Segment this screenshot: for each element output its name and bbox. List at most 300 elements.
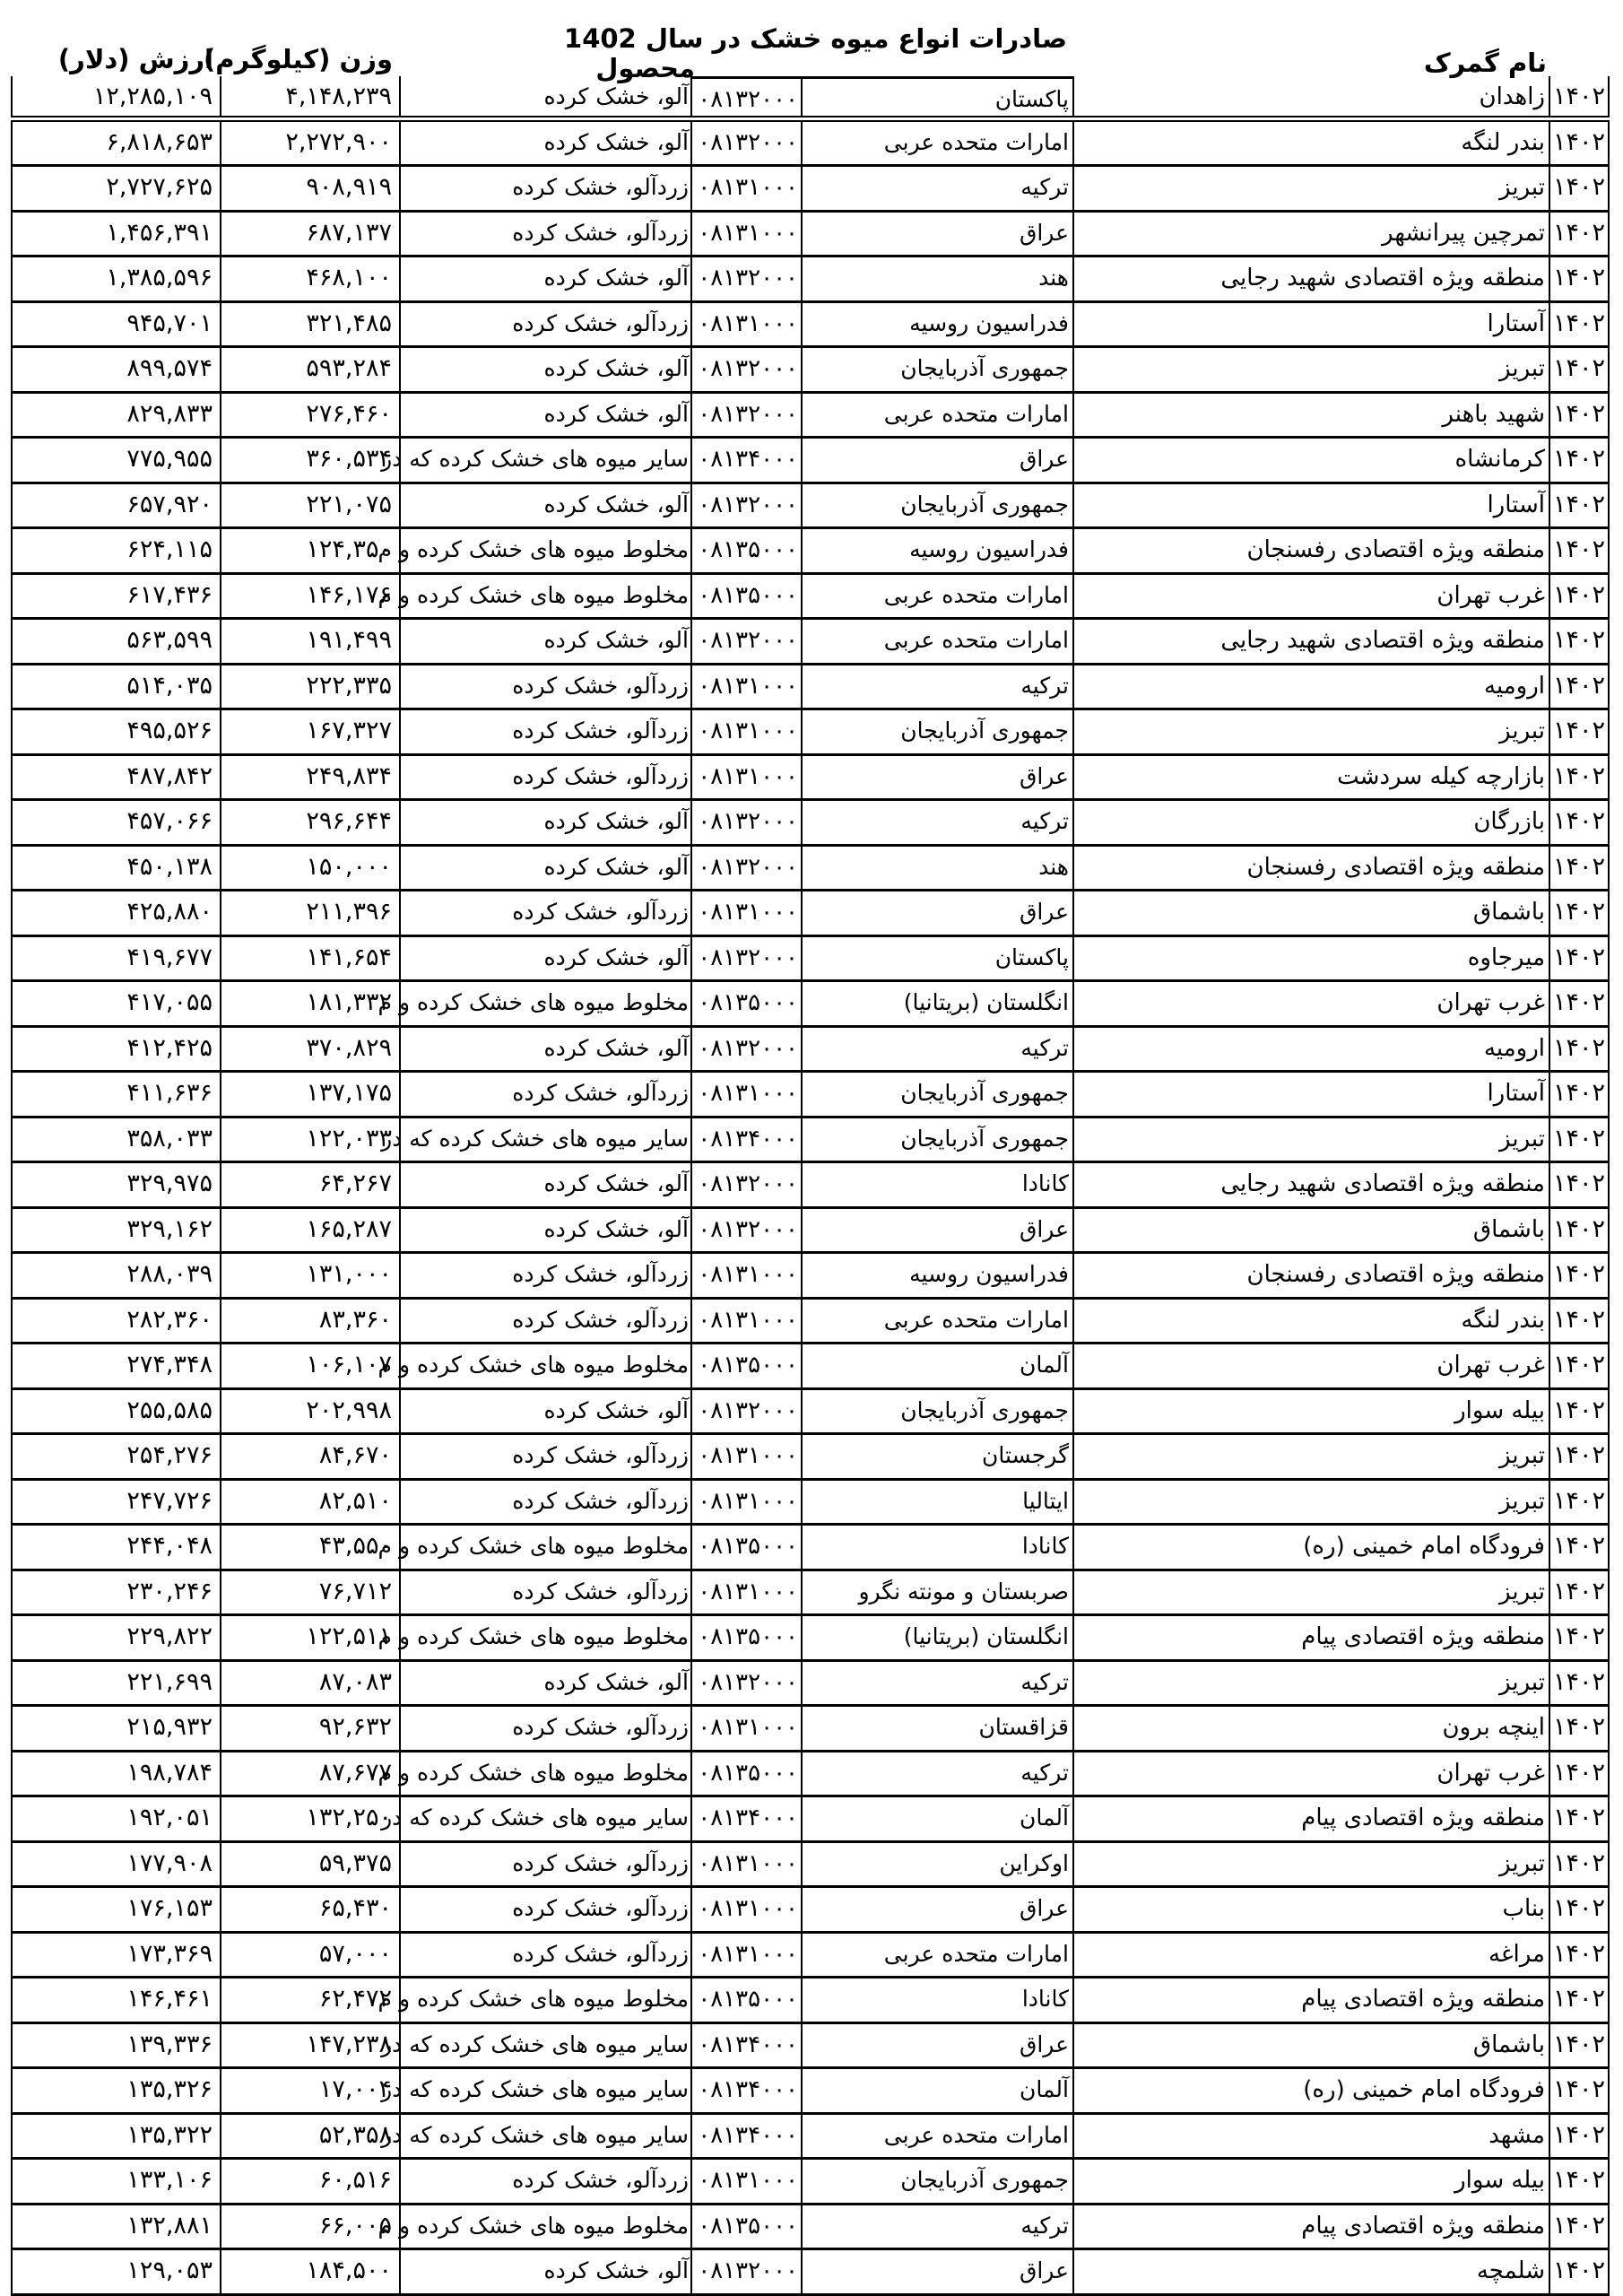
country-cell: امارات متحده عربی <box>801 1934 1072 1977</box>
customs-cell: باشماق <box>1072 1209 1549 1252</box>
hs-code-cell: ۰۸۱۳۲۰۰۰ <box>690 348 801 391</box>
hs-code-cell: ۰۸۱۳۲۰۰۰ <box>690 122 801 165</box>
value-cell: ۲۲۱,۶۹۹ <box>11 1662 220 1705</box>
product-cell: آلو، خشک کرده <box>399 394 690 437</box>
product-cell: سایر میوه های خشک کرده که در <box>399 2024 690 2067</box>
table-row <box>11 1888 1610 1934</box>
year-cell: ۱۴۰۲ <box>1549 1707 1610 1750</box>
year-cell: ۱۴۰۲ <box>1549 1300 1610 1343</box>
table-row <box>11 1843 1610 1889</box>
product-cell: آلو، خشک کرده <box>399 76 690 116</box>
customs-cell: بندر لنگه <box>1072 1300 1549 1343</box>
country-cell: جمهوری آذربایجان <box>801 710 1072 753</box>
customs-cell: کرمانشاه <box>1072 439 1549 482</box>
column-header-customs: نام گمرک <box>1423 48 1547 78</box>
hs-code-cell: ۰۸۱۳۵۰۰۰ <box>690 2205 801 2248</box>
customs-cell: منطقه ویژه اقتصادی رفسنجان <box>1072 847 1549 890</box>
hs-code-cell: ۰۸۱۳۱۰۰۰ <box>690 1843 801 1886</box>
year-cell: ۱۴۰۲ <box>1549 1797 1610 1840</box>
year-cell: ۱۴۰۲ <box>1549 1934 1610 1977</box>
customs-cell: بازارچه کیله سردشت <box>1072 756 1549 799</box>
value-cell: ۱۷۶,۱۵۳ <box>11 1888 220 1931</box>
product-cell: زردآلو، خشک کرده <box>399 1934 690 1977</box>
country-cell: آلمان <box>801 2069 1072 2112</box>
customs-cell: منطقه ویژه اقتصادی پیام <box>1072 1979 1549 2022</box>
value-cell: ۴۱۲,۴۲۵ <box>11 1028 220 1071</box>
product-cell: زردآلو، خشک کرده <box>399 1888 690 1931</box>
country-cell: ترکیه <box>801 1662 1072 1705</box>
year-cell: ۱۴۰۲ <box>1549 1481 1610 1524</box>
table-row <box>11 348 1610 394</box>
customs-cell: بازرگان <box>1072 801 1549 844</box>
product-cell: زردآلو، خشک کرده <box>399 213 690 256</box>
value-cell: ۴۱۹,۶۷۷ <box>11 937 220 980</box>
customs-cell: بیله سوار <box>1072 1390 1549 1433</box>
hs-code-cell: ۰۸۱۳۵۰۰۰ <box>690 1526 801 1569</box>
hs-code-cell: ۰۸۱۳۴۰۰۰ <box>690 2069 801 2112</box>
year-cell: ۱۴۰۲ <box>1549 1616 1610 1659</box>
hs-code-cell: ۰۸۱۳۲۰۰۰ <box>690 257 801 300</box>
table-row <box>11 2205 1610 2251</box>
country-cell: عراق <box>801 2250 1072 2293</box>
year-cell: ۱۴۰۲ <box>1549 710 1610 753</box>
hs-code-cell: ۰۸۱۳۲۰۰۰ <box>690 484 801 527</box>
hs-code-cell: ۰۸۱۳۱۰۰۰ <box>690 1435 801 1478</box>
customs-cell: آستارا <box>1072 303 1549 346</box>
weight-cell: ۶۲,۴۷۲ <box>220 1979 399 2022</box>
hs-code-cell: ۰۸۱۳۲۰۰۰ <box>690 937 801 980</box>
table-row <box>11 439 1610 484</box>
table-body <box>11 76 1610 2296</box>
weight-cell: ۳۲۱,۴۸۵ <box>220 303 399 346</box>
value-cell: ۷۷۵,۹۵۵ <box>11 439 220 482</box>
weight-cell: ۸۳,۳۶۰ <box>220 1300 399 1343</box>
country-cell: انگلستان (بریتانیا) <box>801 982 1072 1025</box>
weight-cell: ۶۴,۲۶۷ <box>220 1163 399 1206</box>
year-cell: ۱۴۰۲ <box>1549 801 1610 844</box>
customs-cell: مشهد <box>1072 2115 1549 2158</box>
country-cell: ترکیه <box>801 1752 1072 1796</box>
customs-cell: باشماق <box>1072 891 1549 935</box>
product-cell: مخلوط میوه های خشک کرده و م <box>399 1526 690 1569</box>
customs-cell: تبریز <box>1072 167 1549 210</box>
hs-code-cell: ۰۸۱۳۱۰۰۰ <box>690 1888 801 1931</box>
hs-code-cell: ۰۸۱۳۴۰۰۰ <box>690 2115 801 2158</box>
year-cell: ۱۴۰۲ <box>1549 1843 1610 1886</box>
country-cell: ترکیه <box>801 2205 1072 2248</box>
table-row <box>11 303 1610 349</box>
country-cell: جمهوری آذربایجان <box>801 484 1072 527</box>
value-cell: ۳۵۸,۰۳۳ <box>11 1118 220 1161</box>
country-cell: ترکیه <box>801 665 1072 709</box>
table-row <box>11 1118 1610 1164</box>
hs-code-cell: ۰۸۱۳۵۰۰۰ <box>690 1616 801 1659</box>
weight-cell: ۵۹۳,۲۸۴ <box>220 348 399 391</box>
value-cell: ۱۳۲,۸۸۱ <box>11 2205 220 2248</box>
year-cell: ۱۴۰۲ <box>1549 1254 1610 1297</box>
country-cell: گرجستان <box>801 1435 1072 1478</box>
country-cell: آلمان <box>801 1344 1072 1387</box>
weight-cell: ۱۴۷,۲۳۸ <box>220 2024 399 2067</box>
weight-cell: ۱۸۴,۵۰۰ <box>220 2250 399 2293</box>
weight-cell: ۹۲,۶۳۲ <box>220 1707 399 1750</box>
customs-cell: فرودگاه امام خمینی (ره) <box>1072 1526 1549 1569</box>
weight-cell: ۶۸۷,۱۳۷ <box>220 213 399 256</box>
product-cell: زردآلو، خشک کرده <box>399 756 690 799</box>
product-cell: زردآلو، خشک کرده <box>399 891 690 935</box>
country-cell: عراق <box>801 1209 1072 1252</box>
table-row <box>11 484 1610 530</box>
value-cell: ۲۷۴,۳۴۸ <box>11 1344 220 1387</box>
weight-cell: ۶۵,۴۳۰ <box>220 1888 399 1931</box>
column-header-weight: وزن (کیلوگرم) <box>204 44 393 74</box>
product-cell: آلو، خشک کرده <box>399 1163 690 1206</box>
table-row <box>11 665 1610 711</box>
table-row <box>11 2250 1610 2296</box>
hs-code-cell: ۰۸۱۳۲۰۰۰ <box>690 76 801 116</box>
table-row <box>11 2115 1610 2161</box>
year-cell: ۱۴۰۲ <box>1549 756 1610 799</box>
weight-cell: ۱۳۷,۱۷۵ <box>220 1073 399 1116</box>
customs-cell: منطقه ویژه اقتصادی شهید رجایی <box>1072 257 1549 300</box>
table-row <box>11 1979 1610 2024</box>
product-cell: مخلوط میوه های خشک کرده و م <box>399 2205 690 2248</box>
hs-code-cell: ۰۸۱۳۲۰۰۰ <box>690 620 801 663</box>
product-cell: آلو، خشک کرده <box>399 348 690 391</box>
country-cell: امارات متحده عربی <box>801 122 1072 165</box>
weight-cell: ۸۷,۰۸۳ <box>220 1662 399 1705</box>
weight-cell: ۹۰۸,۹۱۹ <box>220 167 399 210</box>
country-cell: اوکراین <box>801 1843 1072 1886</box>
customs-cell: آستارا <box>1072 484 1549 527</box>
value-cell: ۳۲۹,۹۷۵ <box>11 1163 220 1206</box>
hs-code-cell: ۰۸۱۳۱۰۰۰ <box>690 1254 801 1297</box>
customs-cell: بیله سوار <box>1072 2160 1549 2203</box>
weight-cell: ۱۴۶,۱۷۶ <box>220 575 399 618</box>
hs-code-cell: ۰۸۱۳۵۰۰۰ <box>690 982 801 1025</box>
country-cell: امارات متحده عربی <box>801 1300 1072 1343</box>
country-cell: عراق <box>801 213 1072 256</box>
country-cell: پاکستان <box>801 76 1072 116</box>
country-cell: ترکیه <box>801 1028 1072 1071</box>
year-cell: ۱۴۰۲ <box>1549 439 1610 482</box>
product-cell: زردآلو، خشک کرده <box>399 303 690 346</box>
customs-cell: منطقه ویژه اقتصادی پیام <box>1072 2205 1549 2248</box>
customs-cell: غرب تهران <box>1072 1752 1549 1796</box>
weight-cell: ۱۰۶,۱۰۷ <box>220 1344 399 1387</box>
product-cell: زردآلو، خشک کرده <box>399 710 690 753</box>
value-cell: ۱۹۲,۰۵۱ <box>11 1797 220 1840</box>
year-cell: ۱۴۰۲ <box>1549 1073 1610 1116</box>
weight-cell: ۲۷۶,۴۶۰ <box>220 394 399 437</box>
weight-cell: ۵۹,۳۷۵ <box>220 1843 399 1886</box>
year-cell: ۱۴۰۲ <box>1549 529 1610 572</box>
value-cell: ۲۱۵,۹۳۲ <box>11 1707 220 1750</box>
weight-cell: ۲۱۱,۳۹۶ <box>220 891 399 935</box>
country-cell: کانادا <box>801 1163 1072 1206</box>
weight-cell: ۴۳,۵۵۰ <box>220 1526 399 1569</box>
customs-cell: منطقه ویژه اقتصادی شهید رجایی <box>1072 620 1549 663</box>
product-cell: آلو، خشک کرده <box>399 937 690 980</box>
year-cell: ۱۴۰۲ <box>1549 1752 1610 1796</box>
customs-cell: فرودگاه امام خمینی (ره) <box>1072 2069 1549 2112</box>
weight-cell: ۱۶۷,۳۲۷ <box>220 710 399 753</box>
weight-cell: ۵۲,۳۵۸ <box>220 2115 399 2158</box>
year-cell: ۱۴۰۲ <box>1549 484 1610 527</box>
year-cell: ۱۴۰۲ <box>1549 982 1610 1025</box>
country-cell: ترکیه <box>801 167 1072 210</box>
table-row <box>11 1254 1610 1300</box>
value-cell: ۴۵۷,۰۶۶ <box>11 801 220 844</box>
product-cell: مخلوط میوه های خشک کرده و م <box>399 982 690 1025</box>
hs-code-cell: ۰۸۱۳۱۰۰۰ <box>690 167 801 210</box>
weight-cell: ۲۴۹,۸۳۴ <box>220 756 399 799</box>
customs-cell: تبریز <box>1072 1481 1549 1524</box>
product-cell: زردآلو، خشک کرده <box>399 665 690 709</box>
weight-cell: ۱۹۱,۴۹۹ <box>220 620 399 663</box>
customs-cell: تمرچین پیرانشهر <box>1072 213 1549 256</box>
table-row <box>11 1344 1610 1390</box>
value-cell: ۱۷۳,۳۶۹ <box>11 1934 220 1977</box>
hs-code-cell: ۰۸۱۳۱۰۰۰ <box>690 213 801 256</box>
value-cell: ۲۵۵,۵۸۵ <box>11 1390 220 1433</box>
country-cell: هند <box>801 847 1072 890</box>
value-cell: ۱۳۳,۱۰۶ <box>11 2160 220 2203</box>
table-row <box>11 2160 1610 2205</box>
product-cell: زردآلو، خشک کرده <box>399 1435 690 1478</box>
hs-code-cell: ۰۸۱۳۲۰۰۰ <box>690 1662 801 1705</box>
year-cell: ۱۴۰۲ <box>1549 2115 1610 2158</box>
weight-cell: ۱۳۱,۰۰۰ <box>220 1254 399 1297</box>
weight-cell: ۱۲۲,۵۱۱ <box>220 1616 399 1659</box>
customs-cell: تبریز <box>1072 1435 1549 1478</box>
value-cell: ۱۳۵,۳۲۲ <box>11 2115 220 2158</box>
hs-code-cell: ۰۸۱۳۱۰۰۰ <box>690 1300 801 1343</box>
year-cell: ۱۴۰۲ <box>1549 122 1610 165</box>
year-cell: ۱۴۰۲ <box>1549 620 1610 663</box>
customs-cell: شلمچه <box>1072 2250 1549 2293</box>
customs-cell: منطقه ویژه اقتصادی پیام <box>1072 1616 1549 1659</box>
value-cell: ۱۴۶,۴۶۱ <box>11 1979 220 2022</box>
value-cell: ۲۴۷,۷۲۶ <box>11 1481 220 1524</box>
year-cell: ۱۴۰۲ <box>1549 348 1610 391</box>
table-row <box>11 1390 1610 1436</box>
column-header-value: ارزش (دلار) <box>57 44 213 74</box>
year-cell: ۱۴۰۲ <box>1549 257 1610 300</box>
country-cell: پاکستان <box>801 937 1072 980</box>
product-cell: زردآلو، خشک کرده <box>399 167 690 210</box>
hs-code-cell: ۰۸۱۳۴۰۰۰ <box>690 1118 801 1161</box>
country-cell: فدراسیون روسیه <box>801 529 1072 572</box>
weight-cell: ۸۲,۵۱۰ <box>220 1481 399 1524</box>
weight-cell: ۲۹۶,۶۴۴ <box>220 801 399 844</box>
value-cell: ۹۴۵,۷۰۱ <box>11 303 220 346</box>
year-cell: ۱۴۰۲ <box>1549 1390 1610 1433</box>
product-cell: سایر میوه های خشک کرده که در <box>399 1118 690 1161</box>
product-cell: آلو، خشک کرده <box>399 122 690 165</box>
value-cell: ۴۹۵,۵۲۶ <box>11 710 220 753</box>
country-cell: عراق <box>801 891 1072 935</box>
weight-cell: ۱۲۲,۰۳۳ <box>220 1118 399 1161</box>
year-cell: ۱۴۰۲ <box>1549 2024 1610 2067</box>
year-cell: ۱۴۰۲ <box>1549 891 1610 935</box>
weight-cell: ۸۴,۶۷۰ <box>220 1435 399 1478</box>
table-row <box>11 1662 1610 1708</box>
page-title: صادرات انواع میوه خشک در سال 1402 <box>564 23 1067 54</box>
country-cell: امارات متحده عربی <box>801 2115 1072 2158</box>
year-cell: ۱۴۰۲ <box>1549 394 1610 437</box>
value-cell: ۶,۸۱۸,۶۵۳ <box>11 122 220 165</box>
year-cell: ۱۴۰۲ <box>1549 2205 1610 2248</box>
value-cell: ۲۴۴,۰۴۸ <box>11 1526 220 1569</box>
hs-code-cell: ۰۸۱۳۲۰۰۰ <box>690 801 801 844</box>
table-row <box>11 710 1610 756</box>
table-row <box>11 1209 1610 1255</box>
table-row <box>11 1163 1610 1209</box>
table-row <box>11 937 1610 983</box>
product-cell: آلو، خشک کرده <box>399 1390 690 1433</box>
year-cell: ۱۴۰۲ <box>1549 1118 1610 1161</box>
country-cell: ایتالیا <box>801 1481 1072 1524</box>
table-row <box>11 2069 1610 2115</box>
value-cell: ۵۶۳,۵۹۹ <box>11 620 220 663</box>
weight-cell: ۲,۲۷۲,۹۰۰ <box>220 122 399 165</box>
table-row <box>11 1300 1610 1345</box>
country-cell: امارات متحده عربی <box>801 620 1072 663</box>
value-cell: ۴۸۷,۸۴۲ <box>11 756 220 799</box>
customs-cell: شهید باهنر <box>1072 394 1549 437</box>
weight-cell: ۲۲۲,۳۳۵ <box>220 665 399 709</box>
table-row <box>11 1707 1610 1752</box>
table-row <box>11 1435 1610 1481</box>
hs-code-cell: ۰۸۱۳۱۰۰۰ <box>690 710 801 753</box>
weight-cell: ۱۲۴,۳۵۰ <box>220 529 399 572</box>
year-cell: ۱۴۰۲ <box>1549 303 1610 346</box>
hs-code-cell: ۰۸۱۳۱۰۰۰ <box>690 1073 801 1116</box>
year-cell: ۱۴۰۲ <box>1549 213 1610 256</box>
hs-code-cell: ۰۸۱۳۱۰۰۰ <box>690 303 801 346</box>
customs-cell: بناب <box>1072 1888 1549 1931</box>
customs-cell: منطقه ویژه اقتصادی شهید رجایی <box>1072 1163 1549 1206</box>
weight-cell: ۱۳۲,۲۵۰ <box>220 1797 399 1840</box>
customs-cell: منطقه ویژه اقتصادی پیام <box>1072 1797 1549 1840</box>
year-cell: ۱۴۰۲ <box>1549 2250 1610 2293</box>
table-row <box>11 575 1610 621</box>
weight-cell: ۴۶۸,۱۰۰ <box>220 257 399 300</box>
customs-cell: ارومیه <box>1072 1028 1549 1071</box>
table-row <box>11 394 1610 439</box>
country-cell: عراق <box>801 2024 1072 2067</box>
customs-cell: آستارا <box>1072 1073 1549 1116</box>
value-cell: ۱۳۵,۳۲۶ <box>11 2069 220 2112</box>
year-cell: ۱۴۰۲ <box>1549 575 1610 618</box>
country-cell: کانادا <box>801 1526 1072 1569</box>
value-cell: ۱۳۹,۳۳۶ <box>11 2024 220 2067</box>
customs-cell: منطقه ویژه اقتصادی رفسنجان <box>1072 529 1549 572</box>
table-row <box>11 847 1610 892</box>
product-cell: زردآلو، خشک کرده <box>399 1254 690 1297</box>
product-cell: آلو، خشک کرده <box>399 257 690 300</box>
country-cell: جمهوری آذربایجان <box>801 348 1072 391</box>
weight-cell: ۳۷۰,۸۲۹ <box>220 1028 399 1071</box>
hs-code-cell: ۰۸۱۳۵۰۰۰ <box>690 529 801 572</box>
hs-code-cell: ۰۸۱۳۵۰۰۰ <box>690 575 801 618</box>
value-cell: ۲۸۲,۳۶۰ <box>11 1300 220 1343</box>
customs-cell: تبریز <box>1072 1571 1549 1614</box>
customs-cell: بندر لنگه <box>1072 122 1549 165</box>
year-cell: ۱۴۰۲ <box>1549 1163 1610 1206</box>
weight-cell: ۳۶۰,۵۳۴ <box>220 439 399 482</box>
hs-code-cell: ۰۸۱۳۴۰۰۰ <box>690 2024 801 2067</box>
value-cell: ۳۲۹,۱۶۲ <box>11 1209 220 1252</box>
weight-cell: ۱۶۵,۲۸۷ <box>220 1209 399 1252</box>
table-row <box>11 982 1610 1028</box>
hs-code-cell: ۰۸۱۳۴۰۰۰ <box>690 439 801 482</box>
table-row <box>11 801 1610 847</box>
value-cell: ۲۳۰,۲۴۶ <box>11 1571 220 1614</box>
product-cell: سایر میوه های خشک کرده که در <box>399 1797 690 1840</box>
country-cell: صربستان و مونته نگرو <box>801 1571 1072 1614</box>
customs-cell: زاهدان <box>1072 76 1549 116</box>
table-row <box>11 1934 1610 1979</box>
weight-cell: ۱۴۱,۶۵۴ <box>220 937 399 980</box>
year-cell: ۱۴۰۲ <box>1549 1979 1610 2022</box>
year-cell: ۱۴۰۲ <box>1549 1209 1610 1252</box>
year-cell: ۱۴۰۲ <box>1549 1526 1610 1569</box>
country-cell: هند <box>801 257 1072 300</box>
year-cell: ۱۴۰۲ <box>1549 1662 1610 1705</box>
country-cell: جمهوری آذربایجان <box>801 1073 1072 1116</box>
weight-cell: ۲۰۲,۹۹۸ <box>220 1390 399 1433</box>
weight-cell: ۶۰,۵۱۶ <box>220 2160 399 2203</box>
table-row <box>11 529 1610 575</box>
value-cell: ۲۲۹,۸۲۲ <box>11 1616 220 1659</box>
country-cell: فدراسیون روسیه <box>801 1254 1072 1297</box>
value-cell: ۴۵۰,۱۳۸ <box>11 847 220 890</box>
value-cell: ۶۱۷,۴۳۶ <box>11 575 220 618</box>
value-cell: ۸۲۹,۸۳۳ <box>11 394 220 437</box>
year-cell: ۱۴۰۲ <box>1549 665 1610 709</box>
country-cell: عراق <box>801 756 1072 799</box>
customs-cell: ارومیه <box>1072 665 1549 709</box>
value-cell: ۲۸۸,۰۳۹ <box>11 1254 220 1297</box>
product-cell: سایر میوه های خشک کرده که در <box>399 2115 690 2158</box>
year-cell: ۱۴۰۲ <box>1549 167 1610 210</box>
hs-code-cell: ۰۸۱۳۲۰۰۰ <box>690 1028 801 1071</box>
customs-cell: منطقه ویژه اقتصادی رفسنجان <box>1072 1254 1549 1297</box>
hs-code-cell: ۰۸۱۳۵۰۰۰ <box>690 1344 801 1387</box>
weight-cell: ۱۸۱,۳۳۲ <box>220 982 399 1025</box>
product-cell: آلو، خشک کرده <box>399 1662 690 1705</box>
table-row <box>11 1028 1610 1074</box>
country-cell: ترکیه <box>801 801 1072 844</box>
product-cell: آلو، خشک کرده <box>399 847 690 890</box>
customs-cell: تبریز <box>1072 710 1549 753</box>
value-cell: ۲,۷۲۷,۶۲۵ <box>11 167 220 210</box>
column-header-product: محصول <box>595 53 695 83</box>
product-cell: آلو، خشک کرده <box>399 801 690 844</box>
hs-code-cell: ۰۸۱۳۲۰۰۰ <box>690 1390 801 1433</box>
country-cell: جمهوری آذربایجان <box>801 2160 1072 2203</box>
weight-cell: ۱۷,۰۰۴ <box>220 2069 399 2112</box>
product-cell: آلو، خشک کرده <box>399 484 690 527</box>
value-cell: ۶۵۷,۹۲۰ <box>11 484 220 527</box>
table-row <box>11 1752 1610 1798</box>
hs-code-cell: ۰۸۱۳۱۰۰۰ <box>690 1934 801 1977</box>
hs-code-cell: ۰۸۱۳۱۰۰۰ <box>690 1707 801 1750</box>
table-row <box>11 213 1610 258</box>
country-cell: عراق <box>801 439 1072 482</box>
